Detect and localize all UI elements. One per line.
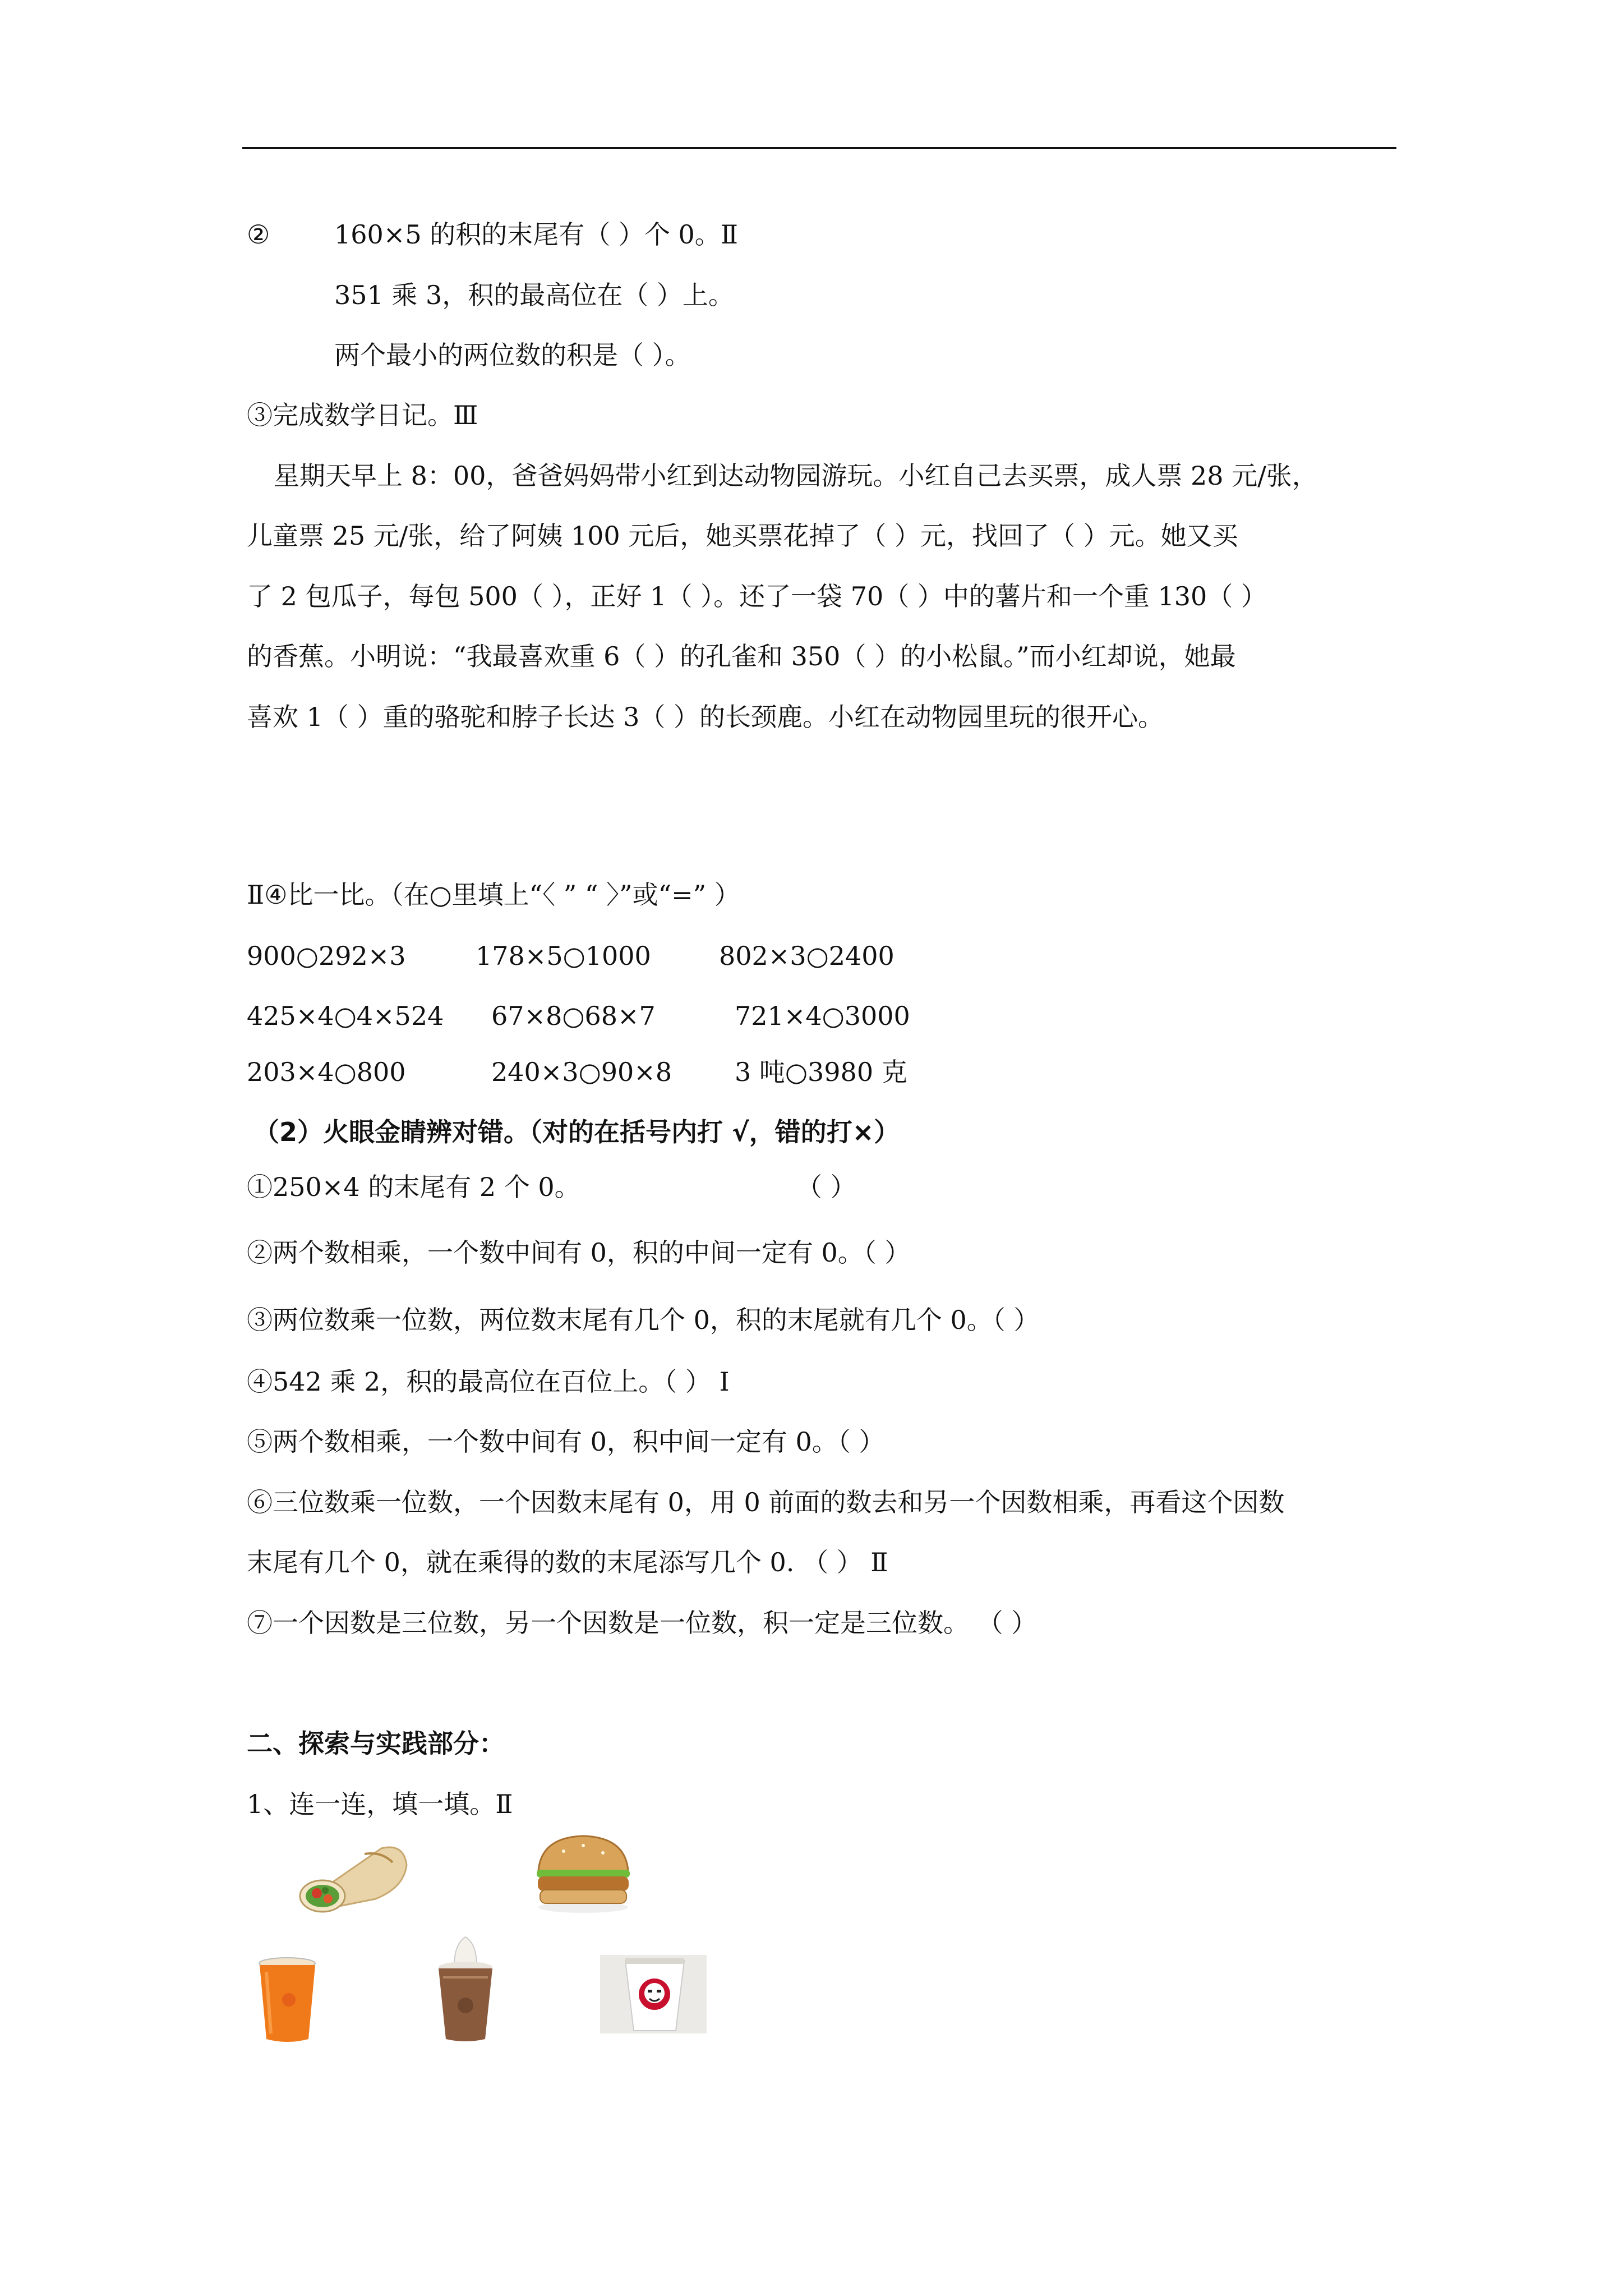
compare-item: 178×5○1000 bbox=[476, 941, 651, 971]
paragraph-line: 星期天早上 8：00，爸爸妈妈带小红到达动物园游玩。小红自己去买票，成人票 28 元/张， bbox=[274, 461, 1318, 491]
question-line: ⑤两个数相乘，一个数中间有 0，积中间一定有 0。（ ） bbox=[247, 1427, 885, 1457]
compare-item: 3 吨○3980 克 bbox=[735, 1057, 907, 1087]
paragraph-line: 喜欢 1（ ）重的骆驼和脖子长达 3（ ）的长颈鹿。小红在动物园里玩的很开心。 bbox=[247, 702, 1164, 732]
question-line: 末尾有几个 0，就在乘得的数的末尾添写几个 0. （ ） Ⅱ bbox=[247, 1547, 888, 1577]
orange-juice-image bbox=[255, 1955, 320, 2045]
compare-item: 203×4○800 bbox=[247, 1057, 406, 1087]
question-line: ①250×4 的末尾有 2 个 0。 bbox=[247, 1172, 580, 1202]
text-line: 160×5 的积的末尾有（ ）个 0。Ⅱ bbox=[334, 219, 739, 250]
text-line: 351 乘 3，积的最高位在（ ）上。 bbox=[334, 280, 734, 310]
compare-item: 67×8○68×7 bbox=[491, 1001, 656, 1031]
compare-instruction: Ⅱ④比一比。（在○里填上“〈 ” “ 〉”或“=” ） bbox=[247, 880, 740, 910]
paragraph-line: 的香蕉。小明说：“我最喜欢重 6（ ）的孔雀和 350（ ）的小松鼠。”而小红却说，她最 bbox=[247, 641, 1236, 671]
compare-item: 802×3○2400 bbox=[719, 941, 895, 971]
question-line: ④542 乘 2，积的最高位在百位上。（ ） Ⅰ bbox=[247, 1366, 730, 1397]
burger-image bbox=[530, 1832, 637, 1916]
paragraph-line: 了 2 包瓜子，每包 500（ ），正好 1（ ）。还了一袋 70（ ）中的薯片和一个重 130（ ） bbox=[247, 581, 1267, 611]
header-rule bbox=[242, 147, 1396, 149]
compare-item: 900○292×3 bbox=[247, 941, 406, 971]
answer-blank: （ ） bbox=[796, 1172, 856, 1202]
question-line: ③两位数乘一位数，两位数末尾有几个 0，积的末尾就有几个 0。（ ） bbox=[247, 1305, 1040, 1335]
task-heading: 1、连一连，填一填。Ⅱ bbox=[247, 1789, 513, 1819]
question-line: ⑦一个因数是三位数，另一个因数是一位数，积一定是三位数。 （ ） bbox=[247, 1608, 1038, 1638]
question-line: ②两个数相乘，一个数中间有 0，积的中间一定有 0。（ ） bbox=[247, 1237, 911, 1268]
compare-item: 240×3○90×8 bbox=[491, 1057, 672, 1087]
true-false-heading: （2）火眼金睛辨对错。（对的在括号内打 √，错的打×） bbox=[253, 1117, 900, 1147]
burrito-image bbox=[297, 1837, 409, 1916]
compare-item: 425×4○4×524 bbox=[247, 1001, 444, 1031]
section-heading: ③完成数学日记。Ⅲ bbox=[247, 400, 478, 430]
question-line: ⑥三位数乘一位数，一个因数末尾有 0，用 0 前面的数去和另一个因数相乘，再看这个因数 bbox=[247, 1487, 1285, 1517]
section-2-heading: 二、探索与实践部分： bbox=[247, 1728, 505, 1759]
compare-item: 721×4○3000 bbox=[735, 1001, 910, 1031]
text-line: 两个最小的两位数的积是（ ）。 bbox=[334, 340, 691, 370]
item-number: ② bbox=[247, 219, 270, 250]
paragraph-line: 儿童票 25 元/张，给了阿姨 100 元后，她买票花掉了（ ）元，找回了（ ）元。她又买 bbox=[247, 521, 1238, 551]
kfc-cup-image bbox=[600, 1955, 707, 2033]
iced-coffee-image bbox=[432, 1932, 499, 2045]
